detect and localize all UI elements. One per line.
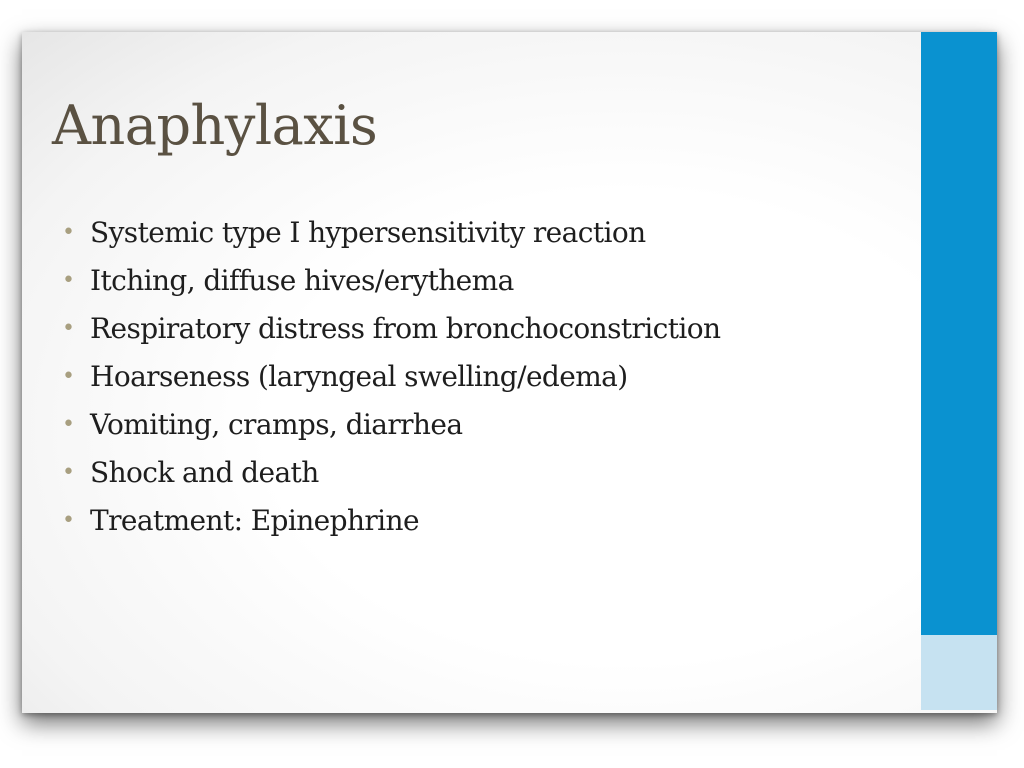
list-item xyxy=(62,360,912,408)
list-item xyxy=(62,408,912,456)
list-item xyxy=(62,312,912,360)
bullet-icon: • xyxy=(62,460,75,485)
bullet-list xyxy=(62,216,912,552)
bullet-icon: • xyxy=(62,220,75,245)
bullet-text: Itching, diffuse hives/erythema xyxy=(90,264,514,297)
bullet-text: Treatment: Epinephrine xyxy=(90,504,419,537)
bullet-icon: • xyxy=(62,508,75,533)
list-item xyxy=(62,216,912,264)
slide xyxy=(22,32,997,713)
bullet-icon: • xyxy=(62,364,75,389)
accent-bar-light xyxy=(921,635,997,710)
bullet-text: Systemic type I hypersensitivity reaction xyxy=(90,216,646,249)
bullet-text: Hoarseness (laryngeal swelling/edema) xyxy=(90,360,628,393)
bullet-icon: • xyxy=(62,268,75,293)
slide-title: Anaphylaxis xyxy=(52,94,378,157)
accent-bar xyxy=(921,32,997,635)
bullet-text: Respiratory distress from bronchoconstriction xyxy=(90,312,721,345)
list-item xyxy=(62,264,912,312)
list-item xyxy=(62,504,912,552)
bullet-icon: • xyxy=(62,412,75,437)
bullet-icon: • xyxy=(62,316,75,341)
bullet-text: Shock and death xyxy=(90,456,319,489)
list-item xyxy=(62,456,912,504)
bullet-text: Vomiting, cramps, diarrhea xyxy=(90,408,463,441)
